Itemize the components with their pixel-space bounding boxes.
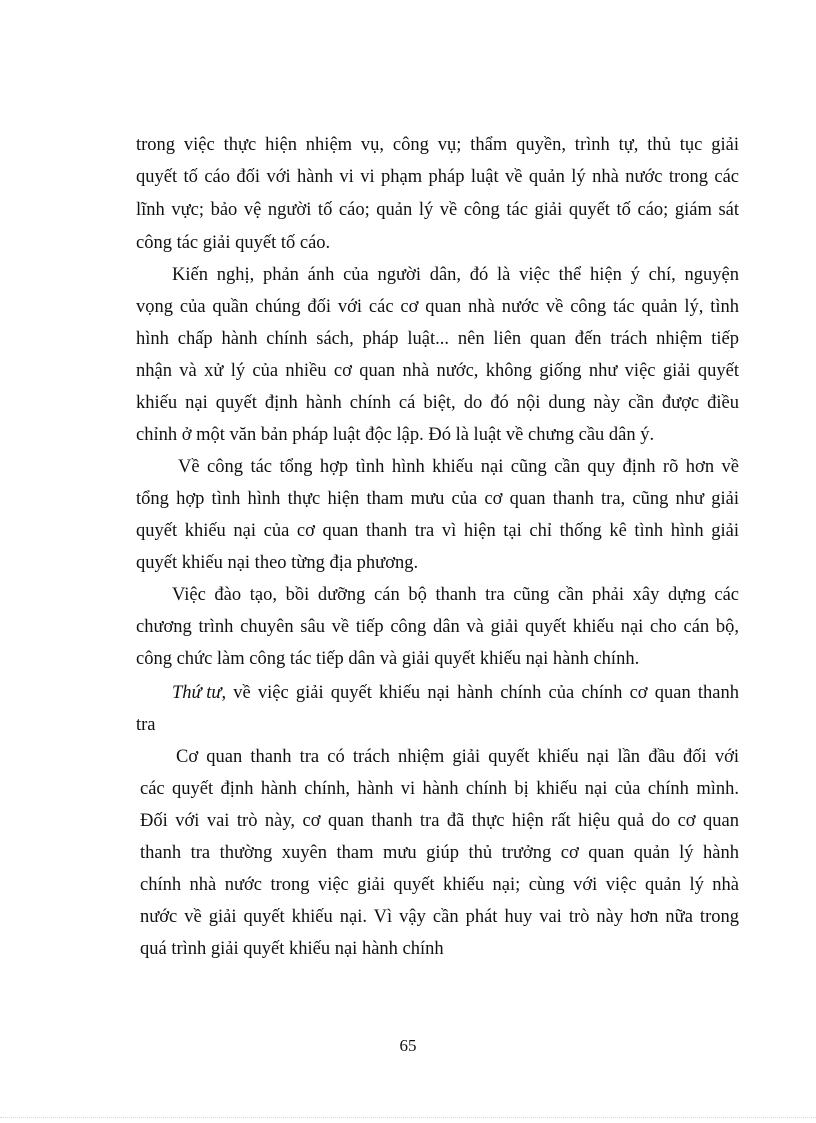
text-line: chỉnh ở một văn bản pháp luật độc lập. Đó là luật về chưng cầu dân ý. (136, 425, 655, 445)
text-line: nhận và xử lý của nhiều cơ quan nhà nước, không giống như việc giải quyết (136, 361, 739, 381)
text-line: các quyết định hành chính, hành vi hành chính bị khiếu nại của chính mình. (140, 779, 739, 799)
text-line: quyết khiếu nại theo từng địa phương. (136, 553, 419, 573)
text-line: Việc đào tạo, bồi dưỡng cán bộ thanh tra cũng cần phải xây dựng các (172, 585, 739, 605)
text-line (172, 682, 739, 704)
text-line: Kiến nghị, phản ánh của người dân, đó là việc thể hiện ý chí, nguyện (172, 265, 739, 285)
page-bottom-rule (0, 1117, 816, 1119)
text-line: chính nhà nước trong việc giải quyết khiếu nại; cùng với việc quản lý nhà (140, 875, 739, 895)
text-line: tổng hợp tình hình thực hiện tham mưu của cơ quan thanh tra, cũng như giải (136, 489, 739, 509)
text-line: Đối với vai trò này, cơ quan thanh tra đã thực hiện rất hiệu quả do cơ quan (140, 811, 739, 831)
text-line: hình chấp hành chính sách, pháp luật... nên liên quan đến trách nhiệm tiếp (136, 329, 739, 349)
text-line: lĩnh vực; bảo vệ người tố cáo; quản lý về công tác giải quyết tố cáo; giám sát (136, 200, 739, 220)
text-line: Cơ quan thanh tra có trách nhiệm giải quyết khiếu nại lần đầu đối với (176, 747, 739, 767)
italic-lead: Thứ tư (172, 683, 222, 703)
text-line: vọng của quần chúng đối với các cơ quan nhà nước về công tác quản lý, tình (136, 297, 739, 317)
text-line: quá trình giải quyết khiếu nại hành chính (140, 939, 444, 959)
text-line: nước về giải quyết khiếu nại. Vì vậy cần phát huy vai trò này hơn nữa trong (140, 907, 739, 927)
page-number: 65 (399, 1036, 417, 1055)
text-line: quyết khiếu nại của cơ quan thanh tra vì hiện tại chỉ thống kê tình hình giải (136, 521, 739, 541)
text-line: quyết tố cáo đối với hành vi vi phạm pháp luật về quản lý nhà nước trong các (136, 167, 739, 187)
text-line: công tác giải quyết tố cáo. (136, 233, 331, 253)
text-line: tra (136, 715, 156, 735)
text-line: chương trình chuyên sâu về tiếp công dân và giải quyết khiếu nại cho cán bộ, (136, 617, 739, 637)
text-line: công chức làm công tác tiếp dân và giải quyết khiếu nại hành chính. (136, 649, 640, 669)
text-line: khiếu nại quyết định hành chính cá biệt, do đó nội dung này cần được điều (136, 393, 739, 413)
text-line: thanh tra thường xuyên tham mưu giúp thủ trưởng cơ quan quản lý hành (140, 843, 739, 863)
text-line: Về công tác tổng hợp tình hình khiếu nại cũng cần quy định rõ hơn về (178, 457, 739, 477)
text-line: trong việc thực hiện nhiệm vụ, công vụ; thẩm quyền, trình tự, thủ tục giải (136, 135, 739, 155)
text-span: , về việc giải quyết khiếu nại hành chính của chính cơ quan thanh (221, 683, 739, 703)
